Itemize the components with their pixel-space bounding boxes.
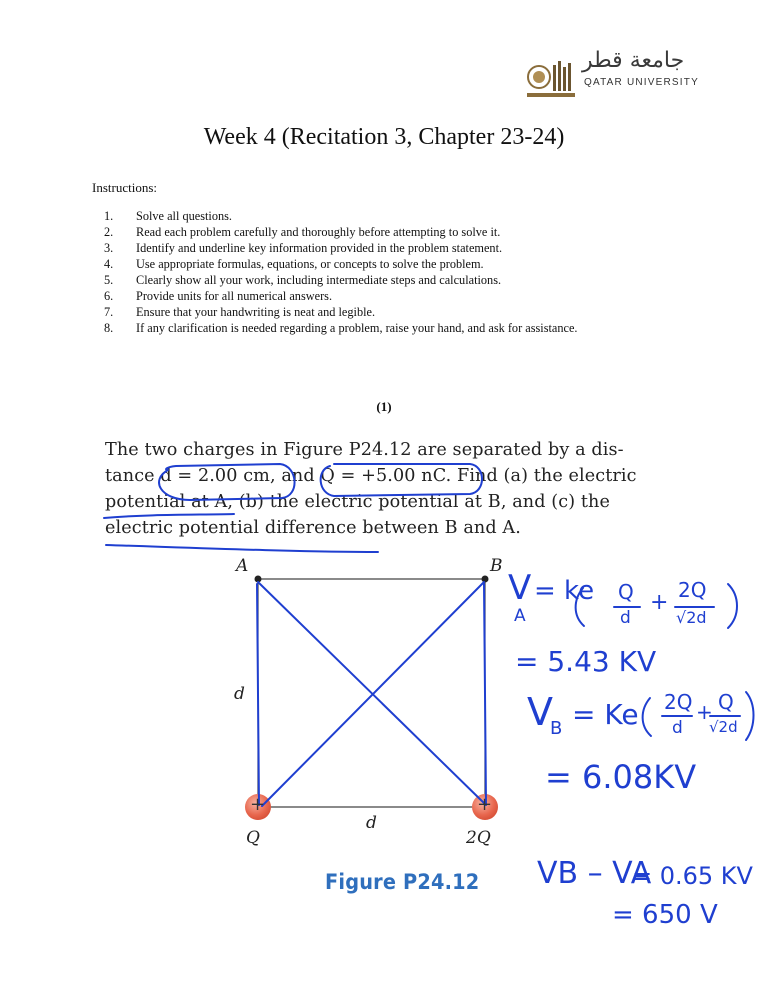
instruction-number: 6. <box>104 289 114 303</box>
instruction-number: 1. <box>104 209 114 223</box>
plus-sign-2q: + <box>477 794 493 815</box>
instruction-number: 7. <box>104 305 114 319</box>
instruction-text: Ensure that your handwriting is neat and legible. <box>136 305 376 319</box>
hand-diff-lhs: VB – VA <box>537 856 652 891</box>
traced-right-side <box>484 584 486 804</box>
point-b-dot <box>482 576 489 583</box>
page-title: Week 4 (Recitation 3, Chapter 23-24) <box>203 124 565 150</box>
label-d-bottom: d <box>366 813 377 833</box>
question-number: (1) <box>376 399 392 414</box>
hand-diff-alt: = 650 V <box>612 900 718 930</box>
hand-va-ke: = ke <box>534 576 595 606</box>
circle-around-q <box>321 464 482 496</box>
hand-va-den1: d <box>620 608 631 628</box>
hand-vb-num1: 2Q <box>664 690 693 714</box>
hand-vb-subscript: B <box>550 718 563 739</box>
hand-vb-den1: d <box>672 718 683 738</box>
problem-line: electric potential difference between B and A. <box>105 518 521 538</box>
label-a: A <box>236 556 249 576</box>
instructions-heading: Instructions: <box>92 180 157 195</box>
hand-vb-den2: √2d <box>709 718 738 736</box>
label-d-side: d <box>234 684 245 704</box>
hand-diff-result: = 0.65 KV <box>632 862 753 890</box>
instruction-number: 5. <box>104 273 114 287</box>
hand-va-result: = 5.43 KV <box>515 645 657 678</box>
problem-line: potential at A, (b) the electric potential at B, and (c) the <box>105 492 610 512</box>
hand-va-num1: Q <box>618 580 634 604</box>
hand-vb-symbol: V <box>527 690 553 734</box>
logo-arabic-text: جامعة قطر <box>582 48 685 73</box>
plus-sign-q: + <box>250 794 266 815</box>
instruction-text: Provide units for all numerical answers. <box>136 289 333 303</box>
problem-line: tance d = 2.00 cm, and Q = +5.00 nC. Find (a) the electric <box>105 466 637 486</box>
vb-open-paren <box>643 698 651 736</box>
hand-va-plus: + <box>650 590 669 615</box>
hand-va-subscript: A <box>514 606 526 626</box>
underline-potential-a <box>104 514 234 518</box>
va-close-paren <box>728 584 737 628</box>
instruction-number: 4. <box>104 257 114 271</box>
logo-latin-text: QATAR UNIVERSITY <box>584 77 699 88</box>
vb-close-paren <box>746 692 754 740</box>
instruction-text: Use appropriate formulas, equations, or concepts to solve the problem. <box>136 257 484 271</box>
instruction-text: Identify and underline key information provided in the problem statement. <box>136 241 503 255</box>
instruction-text: Read each problem carefully and thoroughly before attempting to solve it. <box>136 225 501 239</box>
hand-vb-ke: = Ke <box>572 698 639 731</box>
instruction-number: 3. <box>104 241 114 255</box>
label-2q: 2Q <box>466 828 491 848</box>
label-q: Q <box>246 828 260 848</box>
instruction-text: Solve all questions. <box>136 209 232 223</box>
figure-caption: Figure P24.12 <box>325 870 480 894</box>
hand-va-symbol: V <box>508 568 532 608</box>
instruction-text: Clearly show all your work, including intermediate steps and calculations. <box>136 273 502 287</box>
underline-potential-difference <box>106 545 378 552</box>
hand-vb-plus: + <box>696 700 713 724</box>
hand-vb-result: = 6.08KV <box>545 758 697 796</box>
diagonal-stroke-b <box>262 582 484 806</box>
hand-va-num2: 2Q <box>678 578 707 602</box>
hand-vb-num2: Q <box>718 690 734 714</box>
circle-around-d <box>159 464 295 500</box>
label-b: B <box>490 556 503 576</box>
instruction-number: 8. <box>104 321 114 335</box>
problem-line: The two charges in Figure P24.12 are separated by a dis- <box>105 440 624 460</box>
instruction-text: If any clarification is needed regarding a problem, raise your hand, and ask for assistance. <box>136 321 578 335</box>
traced-left-side <box>257 584 259 805</box>
instruction-number: 2. <box>104 225 114 239</box>
hand-va-den2: √2d <box>676 608 707 627</box>
